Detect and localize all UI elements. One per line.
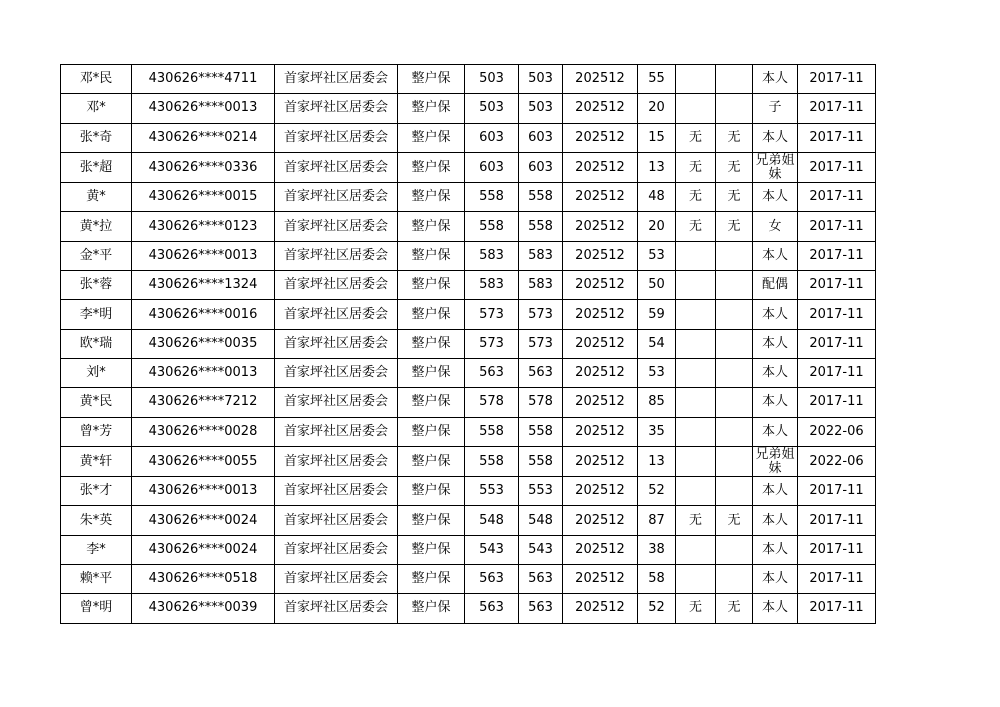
community-cell: 首家坪社区居委会 bbox=[275, 300, 398, 329]
amount-b-cell: 583 bbox=[519, 271, 563, 300]
flag-b-cell bbox=[716, 477, 753, 506]
amount-b-cell: 503 bbox=[519, 65, 563, 94]
start-date-cell: 2017-11 bbox=[798, 535, 876, 564]
amount-a-cell: 563 bbox=[465, 565, 519, 594]
period-cell: 202512 bbox=[563, 212, 638, 241]
flag-a-cell bbox=[676, 565, 716, 594]
flag-b-cell: 无 bbox=[716, 594, 753, 623]
coverage-type-cell: 整户保 bbox=[398, 94, 465, 123]
period-cell: 202512 bbox=[563, 388, 638, 417]
age-cell: 85 bbox=[638, 388, 676, 417]
flag-b-cell bbox=[716, 300, 753, 329]
flag-b-cell bbox=[716, 565, 753, 594]
start-date-cell: 2017-11 bbox=[798, 183, 876, 212]
coverage-type-cell: 整户保 bbox=[398, 123, 465, 152]
amount-a-cell: 548 bbox=[465, 506, 519, 535]
id-number-cell: 430626****0013 bbox=[132, 94, 275, 123]
id-number-cell: 430626****0214 bbox=[132, 123, 275, 152]
amount-a-cell: 603 bbox=[465, 123, 519, 152]
relation-cell: 本人 bbox=[753, 565, 798, 594]
flag-b-cell bbox=[716, 388, 753, 417]
relation-cell: 本人 bbox=[753, 183, 798, 212]
table-row bbox=[61, 565, 876, 594]
flag-b-cell bbox=[716, 65, 753, 94]
age-cell: 50 bbox=[638, 271, 676, 300]
name-cell: 黄* bbox=[61, 183, 132, 212]
period-cell: 202512 bbox=[563, 329, 638, 358]
amount-a-cell: 503 bbox=[465, 65, 519, 94]
flag-a-cell bbox=[676, 300, 716, 329]
coverage-type-cell: 整户保 bbox=[398, 183, 465, 212]
id-number-cell: 430626****0518 bbox=[132, 565, 275, 594]
period-cell: 202512 bbox=[563, 477, 638, 506]
flag-b-cell: 无 bbox=[716, 183, 753, 212]
coverage-type-cell: 整户保 bbox=[398, 477, 465, 506]
start-date-cell: 2017-11 bbox=[798, 271, 876, 300]
start-date-cell: 2017-11 bbox=[798, 565, 876, 594]
id-number-cell: 430626****0035 bbox=[132, 329, 275, 358]
age-cell: 38 bbox=[638, 535, 676, 564]
amount-a-cell: 583 bbox=[465, 271, 519, 300]
amount-b-cell: 578 bbox=[519, 388, 563, 417]
period-cell: 202512 bbox=[563, 565, 638, 594]
community-cell: 首家坪社区居委会 bbox=[275, 241, 398, 270]
table-row bbox=[61, 183, 876, 212]
flag-a-cell bbox=[676, 446, 716, 476]
id-number-cell: 430626****0015 bbox=[132, 183, 275, 212]
coverage-type-cell: 整户保 bbox=[398, 212, 465, 241]
relation-cell: 兄弟姐妹 bbox=[753, 446, 798, 476]
start-date-cell: 2017-11 bbox=[798, 358, 876, 387]
amount-a-cell: 563 bbox=[465, 358, 519, 387]
period-cell: 202512 bbox=[563, 94, 638, 123]
age-cell: 53 bbox=[638, 241, 676, 270]
age-cell: 54 bbox=[638, 329, 676, 358]
id-number-cell: 430626****0016 bbox=[132, 300, 275, 329]
relation-cell: 本人 bbox=[753, 594, 798, 623]
amount-b-cell: 573 bbox=[519, 300, 563, 329]
name-cell: 欧*瑞 bbox=[61, 329, 132, 358]
amount-b-cell: 558 bbox=[519, 183, 563, 212]
relief-roster-table bbox=[60, 64, 876, 624]
table-row bbox=[61, 212, 876, 241]
coverage-type-cell: 整户保 bbox=[398, 300, 465, 329]
community-cell: 首家坪社区居委会 bbox=[275, 535, 398, 564]
flag-a-cell bbox=[676, 477, 716, 506]
amount-a-cell: 573 bbox=[465, 300, 519, 329]
relation-cell: 本人 bbox=[753, 388, 798, 417]
flag-a-cell: 无 bbox=[676, 594, 716, 623]
age-cell: 87 bbox=[638, 506, 676, 535]
flag-a-cell bbox=[676, 358, 716, 387]
age-cell: 13 bbox=[638, 446, 676, 476]
amount-a-cell: 558 bbox=[465, 212, 519, 241]
name-cell: 张*超 bbox=[61, 152, 132, 182]
start-date-cell: 2017-11 bbox=[798, 594, 876, 623]
name-cell: 张*才 bbox=[61, 477, 132, 506]
community-cell: 首家坪社区居委会 bbox=[275, 565, 398, 594]
amount-b-cell: 563 bbox=[519, 594, 563, 623]
table-row bbox=[61, 152, 876, 182]
flag-a-cell: 无 bbox=[676, 123, 716, 152]
age-cell: 20 bbox=[638, 212, 676, 241]
start-date-cell: 2017-11 bbox=[798, 123, 876, 152]
id-number-cell: 430626****1324 bbox=[132, 271, 275, 300]
community-cell: 首家坪社区居委会 bbox=[275, 329, 398, 358]
flag-a-cell: 无 bbox=[676, 183, 716, 212]
flag-a-cell bbox=[676, 535, 716, 564]
id-number-cell: 430626****0013 bbox=[132, 358, 275, 387]
relation-cell: 子 bbox=[753, 94, 798, 123]
id-number-cell: 430626****0055 bbox=[132, 446, 275, 476]
coverage-type-cell: 整户保 bbox=[398, 535, 465, 564]
age-cell: 48 bbox=[638, 183, 676, 212]
start-date-cell: 2017-11 bbox=[798, 329, 876, 358]
relation-cell: 女 bbox=[753, 212, 798, 241]
age-cell: 20 bbox=[638, 94, 676, 123]
table-row bbox=[61, 300, 876, 329]
flag-a-cell bbox=[676, 65, 716, 94]
table-row bbox=[61, 123, 876, 152]
flag-a-cell bbox=[676, 388, 716, 417]
amount-b-cell: 543 bbox=[519, 535, 563, 564]
flag-a-cell: 无 bbox=[676, 212, 716, 241]
amount-b-cell: 558 bbox=[519, 212, 563, 241]
community-cell: 首家坪社区居委会 bbox=[275, 152, 398, 182]
amount-a-cell: 573 bbox=[465, 329, 519, 358]
coverage-type-cell: 整户保 bbox=[398, 565, 465, 594]
relation-cell: 本人 bbox=[753, 358, 798, 387]
relation-cell: 配偶 bbox=[753, 271, 798, 300]
period-cell: 202512 bbox=[563, 183, 638, 212]
table-row bbox=[61, 446, 876, 476]
start-date-cell: 2017-11 bbox=[798, 94, 876, 123]
coverage-type-cell: 整户保 bbox=[398, 446, 465, 476]
amount-a-cell: 543 bbox=[465, 535, 519, 564]
table-row bbox=[61, 417, 876, 446]
start-date-cell: 2017-11 bbox=[798, 388, 876, 417]
relation-cell: 兄弟姐妹 bbox=[753, 152, 798, 182]
amount-b-cell: 603 bbox=[519, 152, 563, 182]
community-cell: 首家坪社区居委会 bbox=[275, 94, 398, 123]
community-cell: 首家坪社区居委会 bbox=[275, 183, 398, 212]
name-cell: 曾*芳 bbox=[61, 417, 132, 446]
id-number-cell: 430626****7212 bbox=[132, 388, 275, 417]
amount-a-cell: 503 bbox=[465, 94, 519, 123]
age-cell: 55 bbox=[638, 65, 676, 94]
relation-cell: 本人 bbox=[753, 123, 798, 152]
flag-a-cell bbox=[676, 329, 716, 358]
id-number-cell: 430626****0336 bbox=[132, 152, 275, 182]
community-cell: 首家坪社区居委会 bbox=[275, 388, 398, 417]
period-cell: 202512 bbox=[563, 123, 638, 152]
community-cell: 首家坪社区居委会 bbox=[275, 271, 398, 300]
flag-b-cell: 无 bbox=[716, 506, 753, 535]
table-row bbox=[61, 329, 876, 358]
amount-b-cell: 558 bbox=[519, 446, 563, 476]
start-date-cell: 2017-11 bbox=[798, 241, 876, 270]
period-cell: 202512 bbox=[563, 535, 638, 564]
community-cell: 首家坪社区居委会 bbox=[275, 65, 398, 94]
community-cell: 首家坪社区居委会 bbox=[275, 477, 398, 506]
table-row bbox=[61, 241, 876, 270]
amount-a-cell: 583 bbox=[465, 241, 519, 270]
amount-b-cell: 548 bbox=[519, 506, 563, 535]
community-cell: 首家坪社区居委会 bbox=[275, 212, 398, 241]
flag-b-cell bbox=[716, 417, 753, 446]
name-cell: 赖*平 bbox=[61, 565, 132, 594]
name-cell: 黄*民 bbox=[61, 388, 132, 417]
coverage-type-cell: 整户保 bbox=[398, 417, 465, 446]
flag-b-cell bbox=[716, 329, 753, 358]
name-cell: 邓* bbox=[61, 94, 132, 123]
community-cell: 首家坪社区居委会 bbox=[275, 123, 398, 152]
flag-a-cell bbox=[676, 417, 716, 446]
community-cell: 首家坪社区居委会 bbox=[275, 446, 398, 476]
amount-a-cell: 553 bbox=[465, 477, 519, 506]
relation-cell: 本人 bbox=[753, 241, 798, 270]
period-cell: 202512 bbox=[563, 271, 638, 300]
flag-a-cell: 无 bbox=[676, 506, 716, 535]
coverage-type-cell: 整户保 bbox=[398, 65, 465, 94]
age-cell: 53 bbox=[638, 358, 676, 387]
amount-a-cell: 578 bbox=[465, 388, 519, 417]
period-cell: 202512 bbox=[563, 594, 638, 623]
period-cell: 202512 bbox=[563, 300, 638, 329]
coverage-type-cell: 整户保 bbox=[398, 329, 465, 358]
name-cell: 李* bbox=[61, 535, 132, 564]
amount-b-cell: 563 bbox=[519, 358, 563, 387]
id-number-cell: 430626****0013 bbox=[132, 241, 275, 270]
name-cell: 李*明 bbox=[61, 300, 132, 329]
period-cell: 202512 bbox=[563, 506, 638, 535]
start-date-cell: 2017-11 bbox=[798, 65, 876, 94]
name-cell: 朱*英 bbox=[61, 506, 132, 535]
name-cell: 张*奇 bbox=[61, 123, 132, 152]
age-cell: 59 bbox=[638, 300, 676, 329]
flag-a-cell: 无 bbox=[676, 152, 716, 182]
relation-cell: 本人 bbox=[753, 535, 798, 564]
amount-b-cell: 553 bbox=[519, 477, 563, 506]
coverage-type-cell: 整户保 bbox=[398, 241, 465, 270]
amount-a-cell: 558 bbox=[465, 183, 519, 212]
start-date-cell: 2017-11 bbox=[798, 506, 876, 535]
community-cell: 首家坪社区居委会 bbox=[275, 417, 398, 446]
start-date-cell: 2017-11 bbox=[798, 152, 876, 182]
age-cell: 52 bbox=[638, 594, 676, 623]
table-row bbox=[61, 65, 876, 94]
table-body bbox=[61, 65, 876, 624]
start-date-cell: 2022-06 bbox=[798, 417, 876, 446]
table-row bbox=[61, 388, 876, 417]
amount-a-cell: 558 bbox=[465, 417, 519, 446]
id-number-cell: 430626****0024 bbox=[132, 535, 275, 564]
coverage-type-cell: 整户保 bbox=[398, 388, 465, 417]
id-number-cell: 430626****0123 bbox=[132, 212, 275, 241]
relation-cell: 本人 bbox=[753, 477, 798, 506]
table-row bbox=[61, 358, 876, 387]
amount-b-cell: 503 bbox=[519, 94, 563, 123]
coverage-type-cell: 整户保 bbox=[398, 594, 465, 623]
amount-a-cell: 558 bbox=[465, 446, 519, 476]
relation-cell: 本人 bbox=[753, 506, 798, 535]
id-number-cell: 430626****0013 bbox=[132, 477, 275, 506]
flag-b-cell: 无 bbox=[716, 212, 753, 241]
age-cell: 35 bbox=[638, 417, 676, 446]
period-cell: 202512 bbox=[563, 65, 638, 94]
start-date-cell: 2022-06 bbox=[798, 446, 876, 476]
age-cell: 15 bbox=[638, 123, 676, 152]
start-date-cell: 2017-11 bbox=[798, 212, 876, 241]
table-row bbox=[61, 94, 876, 123]
community-cell: 首家坪社区居委会 bbox=[275, 506, 398, 535]
table-row bbox=[61, 477, 876, 506]
amount-b-cell: 603 bbox=[519, 123, 563, 152]
flag-b-cell bbox=[716, 535, 753, 564]
period-cell: 202512 bbox=[563, 358, 638, 387]
flag-a-cell bbox=[676, 94, 716, 123]
amount-b-cell: 558 bbox=[519, 417, 563, 446]
coverage-type-cell: 整户保 bbox=[398, 271, 465, 300]
start-date-cell: 2017-11 bbox=[798, 300, 876, 329]
flag-a-cell bbox=[676, 271, 716, 300]
community-cell: 首家坪社区居委会 bbox=[275, 594, 398, 623]
table-row bbox=[61, 506, 876, 535]
amount-b-cell: 563 bbox=[519, 565, 563, 594]
age-cell: 58 bbox=[638, 565, 676, 594]
document-sheet bbox=[60, 64, 876, 624]
flag-a-cell bbox=[676, 241, 716, 270]
flag-b-cell bbox=[716, 271, 753, 300]
start-date-cell: 2017-11 bbox=[798, 477, 876, 506]
age-cell: 52 bbox=[638, 477, 676, 506]
community-cell: 首家坪社区居委会 bbox=[275, 358, 398, 387]
flag-b-cell: 无 bbox=[716, 152, 753, 182]
amount-a-cell: 603 bbox=[465, 152, 519, 182]
period-cell: 202512 bbox=[563, 446, 638, 476]
name-cell: 邓*民 bbox=[61, 65, 132, 94]
table-row bbox=[61, 271, 876, 300]
flag-b-cell bbox=[716, 94, 753, 123]
name-cell: 张*蓉 bbox=[61, 271, 132, 300]
period-cell: 202512 bbox=[563, 241, 638, 270]
name-cell: 黄*轩 bbox=[61, 446, 132, 476]
id-number-cell: 430626****0039 bbox=[132, 594, 275, 623]
relation-cell: 本人 bbox=[753, 300, 798, 329]
name-cell: 金*平 bbox=[61, 241, 132, 270]
coverage-type-cell: 整户保 bbox=[398, 358, 465, 387]
amount-b-cell: 573 bbox=[519, 329, 563, 358]
amount-b-cell: 583 bbox=[519, 241, 563, 270]
id-number-cell: 430626****0028 bbox=[132, 417, 275, 446]
flag-b-cell bbox=[716, 358, 753, 387]
name-cell: 曾*明 bbox=[61, 594, 132, 623]
coverage-type-cell: 整户保 bbox=[398, 152, 465, 182]
name-cell: 黄*拉 bbox=[61, 212, 132, 241]
amount-a-cell: 563 bbox=[465, 594, 519, 623]
table-row bbox=[61, 594, 876, 623]
table-row bbox=[61, 535, 876, 564]
period-cell: 202512 bbox=[563, 152, 638, 182]
name-cell: 刘* bbox=[61, 358, 132, 387]
flag-b-cell bbox=[716, 241, 753, 270]
flag-b-cell bbox=[716, 446, 753, 476]
flag-b-cell: 无 bbox=[716, 123, 753, 152]
relation-cell: 本人 bbox=[753, 417, 798, 446]
relation-cell: 本人 bbox=[753, 65, 798, 94]
id-number-cell: 430626****0024 bbox=[132, 506, 275, 535]
relation-cell: 本人 bbox=[753, 329, 798, 358]
age-cell: 13 bbox=[638, 152, 676, 182]
id-number-cell: 430626****4711 bbox=[132, 65, 275, 94]
period-cell: 202512 bbox=[563, 417, 638, 446]
coverage-type-cell: 整户保 bbox=[398, 506, 465, 535]
